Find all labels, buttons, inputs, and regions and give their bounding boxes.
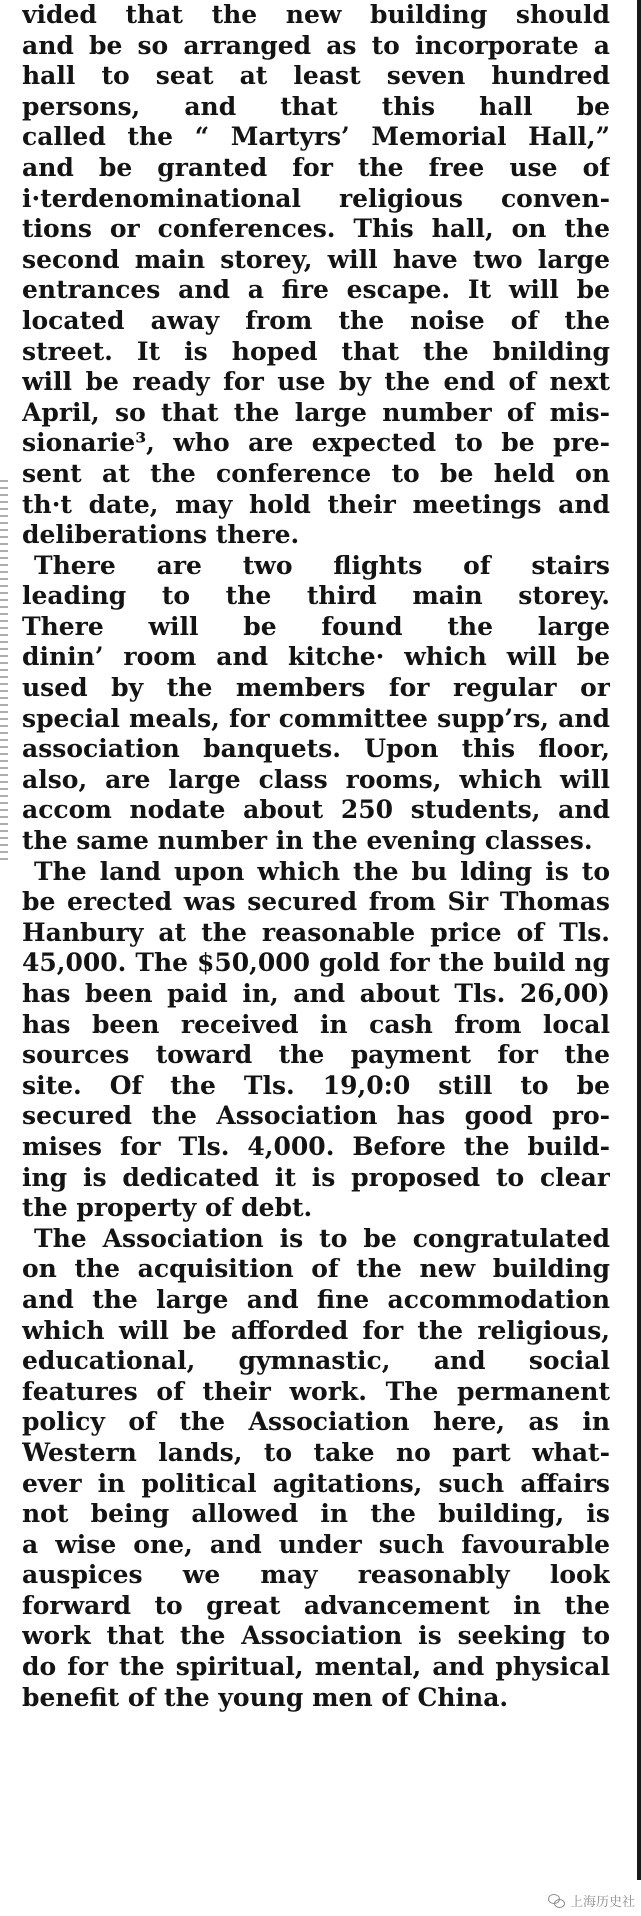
text-line: on the acquisition of the new building — [22, 1254, 610, 1284]
text-line: and be so arranged as to incorporate a — [22, 30, 610, 60]
text-line: leading to the third main storey. — [22, 581, 610, 611]
text-line: work that the Association is seeking to — [22, 1621, 610, 1651]
torn-left-edge — [0, 480, 8, 860]
text-line: will be ready for use by the end of next — [22, 367, 610, 397]
text-line: sionarie³, who are expected to be pre- — [22, 428, 610, 458]
text-line: do for the spiritual, mental, and physical — [22, 1652, 610, 1682]
article-column — [22, 0, 610, 1713]
text-line: special meals, for committee supp’rs, and — [22, 703, 610, 733]
text-line: features of their work. The permanent — [22, 1376, 610, 1406]
text-line: sources toward the payment for the — [22, 1040, 610, 1070]
text-line: Western lands, to take no part what- — [22, 1437, 610, 1467]
text-line: association banquets. Upon this floor, — [22, 734, 610, 764]
text-line: forward to great advancement in the — [22, 1590, 610, 1620]
text-line: the property of debt. — [22, 1193, 313, 1223]
text-line: Hanbury at the reasonable price of Tls. — [22, 917, 610, 947]
text-line: and the large and fine accommodation — [22, 1284, 610, 1314]
text-line: April, so that the large number of mis- — [22, 397, 610, 427]
text-line: ing is dedicated it is proposed to clear — [22, 1162, 610, 1192]
text-line: 45,000. The $50,000 gold for the build ng — [22, 948, 610, 978]
text-line: There are two flights of stairs — [34, 550, 610, 580]
text-line: policy of the Association here, as in — [22, 1407, 610, 1437]
watermark-text: 上海历史社 — [569, 1895, 635, 1910]
text-line: which will be afforded for the religious, — [22, 1315, 610, 1345]
text-line: deliberations there. — [22, 520, 300, 550]
text-line: tions or conferences. This hall, on the — [22, 214, 610, 244]
text-line: street. It is hoped that the bnilding — [22, 336, 610, 366]
column-rule — [637, 0, 641, 1880]
text-line: i·terdenominational religious conven- — [22, 183, 610, 213]
text-line: dinin’ room and kitche· which will be — [22, 642, 610, 672]
text-line: vided that the new building should — [22, 0, 610, 29]
text-line: located away from the noise of the — [22, 305, 610, 335]
text-line: th·t date, may hold their meetings and — [22, 489, 610, 519]
text-line: persons, and that this hall be — [22, 91, 610, 121]
wechat-icon — [548, 1894, 566, 1908]
text-line: secured the Association has good pro- — [22, 1101, 610, 1131]
text-line: also, are large class rooms, which will — [22, 764, 610, 794]
text-line: the same number in the evening classes. — [22, 826, 593, 856]
text-line: The Association is to be congratulated — [34, 1223, 610, 1253]
text-line: ever in political agitations, such affairs — [22, 1468, 610, 1498]
text-line: used by the members for regular or — [22, 673, 610, 703]
text-line: and be granted for the free use of — [22, 152, 610, 182]
text-line: a wise one, and under such favourable — [22, 1529, 610, 1559]
text-line: auspices we may reasonably look — [22, 1560, 610, 1590]
text-line: called the “ Martyrs’ Memorial Hall,” — [22, 122, 610, 152]
text-line: benefit of the young men of China. — [22, 1682, 509, 1712]
text-line: mises for Tls. 4,000. Before the build- — [22, 1131, 610, 1161]
text-line: entrances and a fire escape. It will be — [22, 275, 610, 305]
text-line: accom nodate about 250 students, and — [22, 795, 610, 825]
text-line: There will be found the large — [22, 611, 610, 641]
text-line: educational, gymnastic, and social — [22, 1346, 610, 1376]
watermark — [548, 1891, 635, 1910]
text-line: second main storey, will have two large — [22, 244, 610, 274]
text-line: hall to seat at least seven hundred — [22, 61, 610, 91]
text-line: The land upon which the bu lding is to — [34, 856, 610, 886]
text-line: has been paid in, and about Tls. 26,00) — [22, 979, 610, 1008]
text-line: has been received in cash from local — [22, 1009, 610, 1039]
text-line: site. Of the Tls. 19,0:0 still to be — [22, 1070, 610, 1100]
text-line: sent at the conference to be held on — [22, 458, 610, 488]
text-line: be erected was secured from Sir Thomas — [22, 887, 610, 917]
text-line: not being allowed in the building, is — [22, 1499, 610, 1529]
